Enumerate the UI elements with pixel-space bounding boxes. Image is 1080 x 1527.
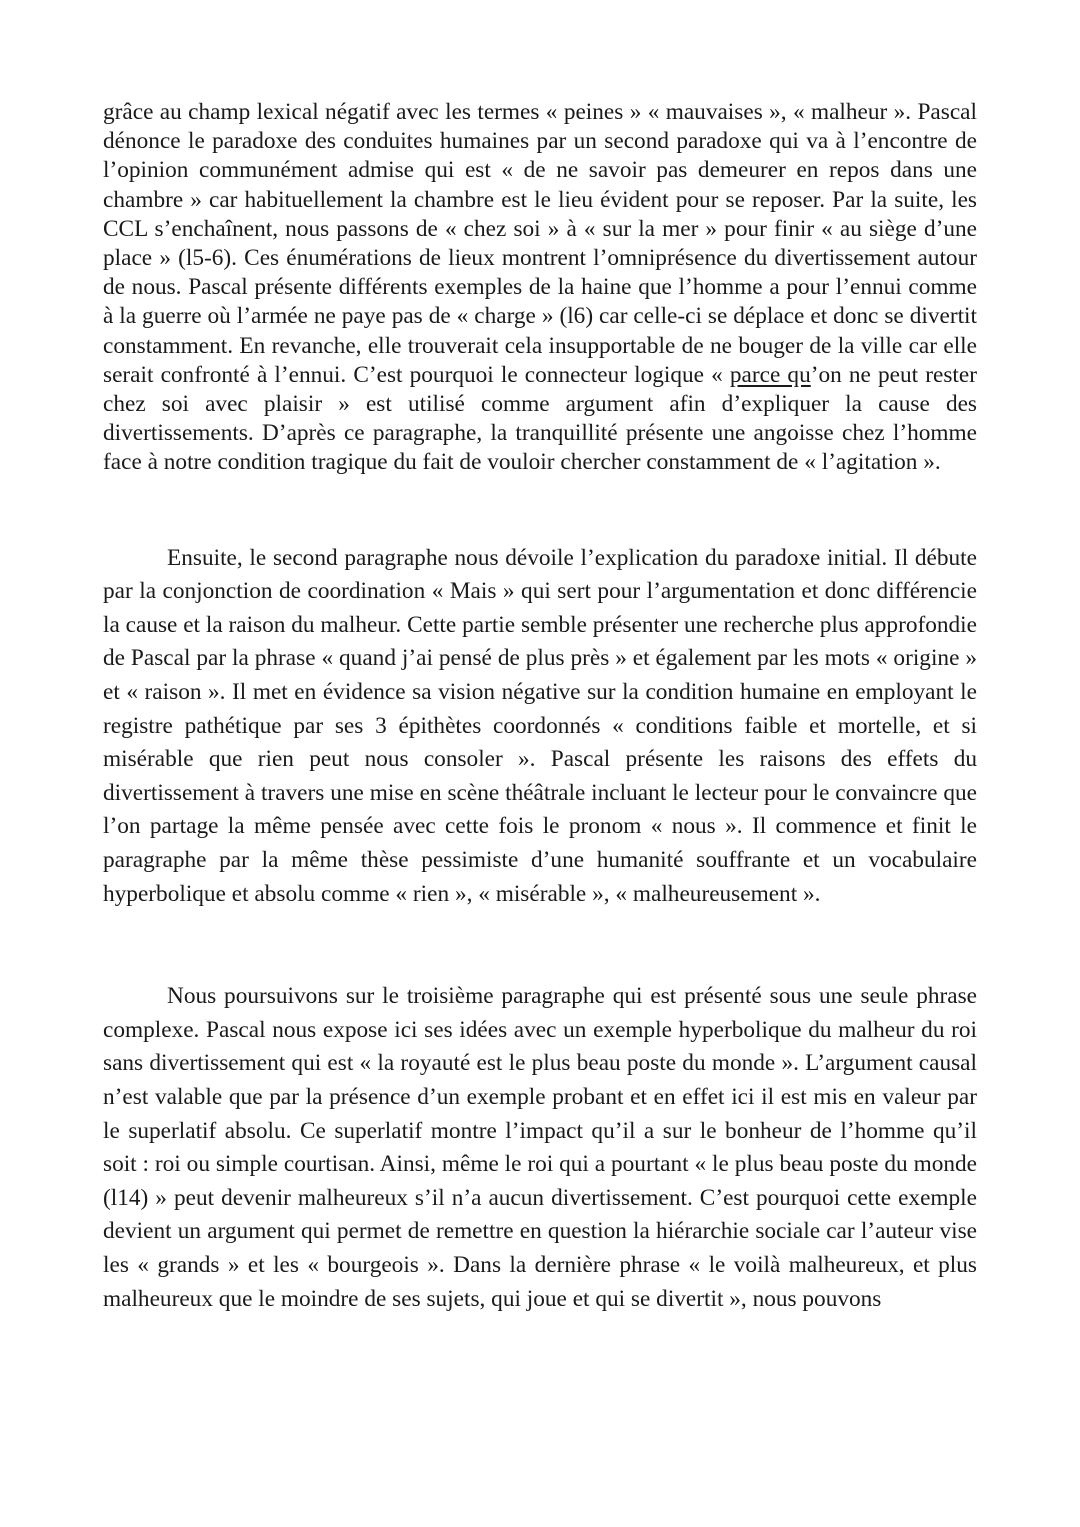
paragraph-3: Nous poursuivons sur le troisième paragraphe qui est présenté sous une seule phrase complexe. Pascal nous expose ici ses idées avec un exemple hyperbolique du malheur du roi sans divertissement qui est « la royauté est le plus beau poste du monde ». L’argument causal n’est valable que par la présence d’un exemple probant et en effet ici il est mis en valeur par le superlatif absolu. Ce superlatif montre l’impact qu’il a sur le bonheur de l’homme qu’il soit : roi ou simple courtisan. Ainsi, même le roi qui a pourtant « le plus beau poste du monde (l14) » peut devenir malheureux s’il n’a aucun divertissement. C’est pourquoi cette exemple devient un argument qui permet de remettre en question la hiérarchie sociale car l’auteur vise les « grands » et les « bourgeois ». Dans la dernière phrase « le voilà malheureux, et plus malheureux que le moindre de ses sujets, qui joue et qui se divertit », nous pouvons [103, 983, 977, 1312]
underlined-phrase: parce qu [729, 361, 811, 388]
document-page [103, 98, 977, 1316]
paragraph-1 [103, 98, 977, 478]
paragraph-2: Ensuite, le second paragraphe nous dévoile l’explication du paradoxe initial. Il débute par la conjonction de coordination « Mais » qui sert pour l’argumentation et donc différencie la cause et la raison du malheur. Cette partie semble présenter une recherche plus approfondie de Pascal par la phrase « quand j’ai pensé de plus près » et également par les mots « origine » et « raison ». Il met en évidence sa vision négative sur la condition humaine en employant le registre pathétique par ses 3 épithètes coordonnés « conditions faible et mortelle, et si misérable que rien peut nous consoler ». Pascal présente les raisons des effets du divertissement à travers une mise en scène théâtrale incluant le lecteur pour le convaincre que l’on partage la même pensée avec cette fois le pronom « nous ». Il commence et finit le paragraphe par la même thèse pessimiste d’une humanité souffrante et un vocabulaire hyperbolique et absolu comme « rien », « misérable », « malheureusement ». [103, 544, 977, 907]
paragraph-1-text-start: grâce au champ lexical négatif avec les termes « peines » « mauvaises », « malheur ». Pascal dénonce le paradoxe des conduites humaines par un second paradoxe qui va à l’encontre de l’opinion communément admise qui est « de ne savoir pas demeurer en repos dans une chambre » car habituellement la chambre est le lieu évident pour se reposer. Par la suite, les CCL s’enchaînent, nous passons de « chez soi » à « sur la mer » pour finir « au siège d’une place » (l5-6). Ces énumérations de lieux montrent l’omniprésence du divertissement autour de nous. Pascal présente différents exemples de la haine que l’homme a pour l’ennui comme à la guerre où l’armée ne paye pas de « charge » (l6) car celle-ci se déplace et donc se divertit constamment. En revanche, elle trouverait cela insupportable de ne bouger de la ville car elle serait confronté à l’ennui. C’est pourquoi le connecteur logique « [103, 99, 977, 388]
paragraph-1-text-end: ’on ne peut rester chez soi avec plaisir » est utilisé comme argument afin d’expliquer la cause des divertissements. D’après ce paragraphe, la tranquillité présente une angoisse chez l’homme face à notre condition tragique du fait de vouloir chercher constamment de « l’agitation ». [103, 361, 977, 476]
